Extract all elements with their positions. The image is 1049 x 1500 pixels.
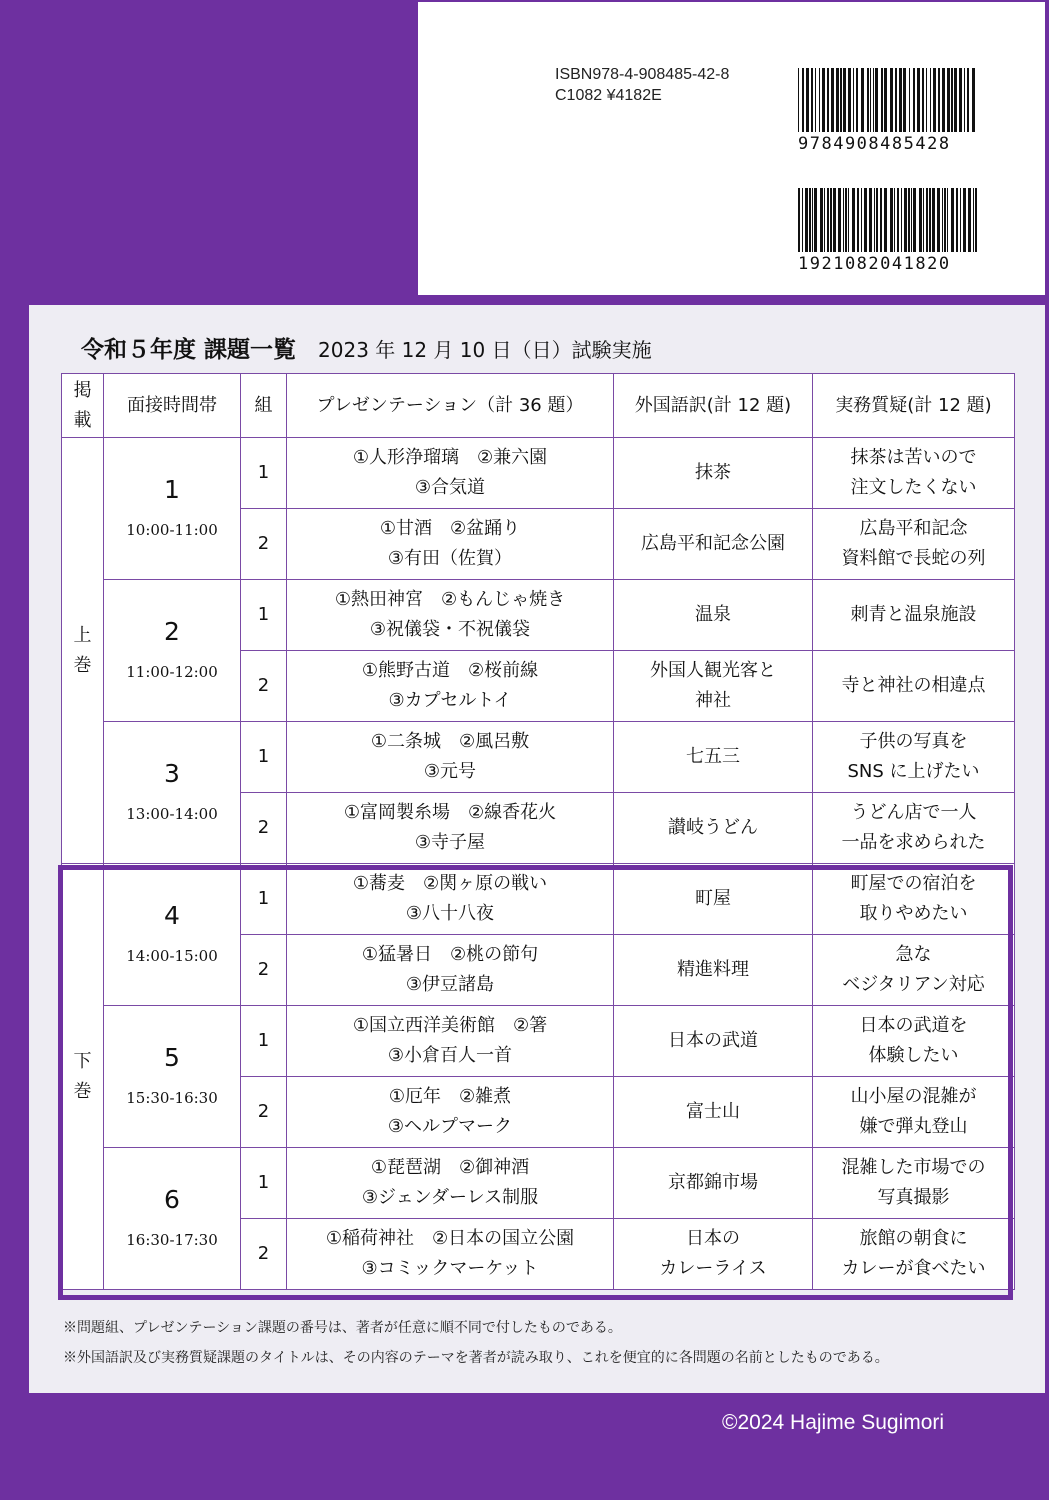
barcode-bar xyxy=(929,188,931,252)
barcode-bar xyxy=(830,188,832,252)
footnote-numbering: ※問題組、プレゼンテーション課題の番号は、著者が任意に順不同で付したものである。 xyxy=(63,1320,622,1336)
barcode-bar xyxy=(798,68,799,132)
barcode-bar xyxy=(890,188,893,252)
price-code: C1082 ¥4182E xyxy=(555,87,662,104)
qa-cell: うどん店で一人 一品を求められた xyxy=(813,793,1015,864)
barcode-bar xyxy=(967,68,969,132)
header-slot: 面接時間帯 xyxy=(104,374,241,438)
page-title xyxy=(81,331,652,364)
presentation-cell: ①二条城 ②風呂敷 ③元号 xyxy=(287,722,614,793)
group-cell: 1 xyxy=(241,722,287,793)
barcode-bar xyxy=(827,68,829,132)
header-qa: 実務質疑(計 12 題) xyxy=(813,374,1015,438)
barcode-bar xyxy=(890,68,893,132)
barcode-bar xyxy=(820,188,823,252)
barcode-bar xyxy=(827,188,829,252)
header-interpretation: 外国語訳(計 12 題) xyxy=(614,374,813,438)
slot-cell: 6 16:30-17:30 xyxy=(104,1148,241,1290)
barcode-bar xyxy=(798,188,800,252)
barcode-bar xyxy=(805,188,808,252)
header-volume: 掲 載 xyxy=(62,374,104,438)
barcode-bar xyxy=(856,68,858,132)
presentation-cell: ①厄年 ②雑煮 ③ヘルプマーク xyxy=(287,1077,614,1148)
barcode-bar xyxy=(870,68,871,132)
qa-cell: 寺と神社の相違点 xyxy=(813,651,1015,722)
title-date: 2023 年 12 月 10 日（日）試験実施 xyxy=(318,338,652,362)
barcode-bar xyxy=(861,188,862,252)
barcode-bar xyxy=(802,68,804,132)
barcode-bar xyxy=(869,188,872,252)
interpretation-cell: 富士山 xyxy=(614,1077,813,1148)
barcode-bar xyxy=(919,188,922,252)
interpretation-cell: 日本の武道 xyxy=(614,1006,813,1077)
barcode-bar xyxy=(956,188,958,252)
schedule-panel xyxy=(29,305,1045,1393)
barcode-bar xyxy=(930,68,931,132)
barcode-bar xyxy=(831,68,834,132)
interpretation-cell: 町屋 xyxy=(614,864,813,935)
barcode-bar xyxy=(904,188,907,252)
barcode-bar xyxy=(972,68,975,132)
qa-cell: 刺青と温泉施設 xyxy=(813,580,1015,651)
barcode-bar xyxy=(857,188,859,252)
barcode-bar xyxy=(848,188,849,252)
group-cell: 1 xyxy=(241,1148,287,1219)
barcode-bar xyxy=(903,68,906,132)
barcode-bar xyxy=(880,188,882,252)
barcode-bar xyxy=(908,188,910,252)
barcode-bar xyxy=(814,188,817,252)
group-cell: 2 xyxy=(241,651,287,722)
barcode-bar xyxy=(838,188,841,252)
slot-cell: 1 10:00-11:00 xyxy=(104,438,241,580)
volume-cell: 下 巻 xyxy=(62,864,104,1290)
barcode-bar xyxy=(845,188,847,252)
presentation-cell: ①熱田神宮 ②もんじゃ焼き ③祝儀袋・不祝儀袋 xyxy=(287,580,614,651)
isbn-number: ISBN978-4-908485-42-8 xyxy=(555,66,730,83)
barcode-bar xyxy=(926,188,928,252)
group-cell: 2 xyxy=(241,1219,287,1290)
table-row xyxy=(62,1006,1015,1077)
barcode-bar xyxy=(942,188,943,252)
barcode-bar xyxy=(873,68,874,132)
barcode-bars xyxy=(798,188,980,252)
group-cell: 1 xyxy=(241,1006,287,1077)
barcode-bar xyxy=(947,188,948,252)
barcode-bar xyxy=(923,188,924,252)
interpretation-cell: 抹茶 xyxy=(614,438,813,509)
group-cell: 2 xyxy=(241,935,287,1006)
qa-cell: 抹茶は苦いので 注文したくない xyxy=(813,438,1015,509)
group-cell: 2 xyxy=(241,509,287,580)
barcode-bar xyxy=(867,68,869,132)
presentation-cell: ①甘酒 ②盆踊り ③有田（佐賀） xyxy=(287,509,614,580)
presentation-cell: ①琵琶湖 ②御神酒 ③ジェンダーレス制服 xyxy=(287,1148,614,1219)
barcode-bar xyxy=(911,188,912,252)
barcode-bar xyxy=(937,188,940,252)
qa-cell: 山小屋の混雑が 嫌で弾丸登山 xyxy=(813,1077,1015,1148)
price-barcode xyxy=(798,188,980,274)
group-cell: 1 xyxy=(241,864,287,935)
barcode-bar xyxy=(926,68,927,132)
isbn-barcode-area xyxy=(418,2,1045,295)
barcode-bar xyxy=(917,68,920,132)
group-cell: 1 xyxy=(241,438,287,509)
barcode-bar xyxy=(840,68,842,132)
title-main: 令和５年度 課題一覧 xyxy=(81,337,297,363)
barcode-bar xyxy=(864,188,867,252)
presentation-cell: ①熊野古道 ②桜前線 ③カプセルトイ xyxy=(287,651,614,722)
barcode-bar xyxy=(954,68,957,132)
barcode-bar xyxy=(861,68,864,132)
presentation-cell: ①富岡製糸場 ②線香花火 ③寺子屋 xyxy=(287,793,614,864)
barcode-bar xyxy=(874,188,875,252)
qa-cell: 子供の写真を SNS に上げたい xyxy=(813,722,1015,793)
barcode-bar xyxy=(944,188,946,252)
isbn-barcode xyxy=(798,68,980,154)
interpretation-cell: 温泉 xyxy=(614,580,813,651)
barcode-bar xyxy=(951,68,953,132)
slot-cell: 3 13:00-14:00 xyxy=(104,722,241,864)
barcode-bar xyxy=(938,68,940,132)
table-row xyxy=(62,438,1015,509)
barcode-bar xyxy=(942,68,945,132)
barcode-bar xyxy=(811,68,813,132)
barcode-bar xyxy=(802,188,803,252)
interpretation-cell: 外国人観光客と 神社 xyxy=(614,651,813,722)
qa-cell: 混雑した市場での 写真撮影 xyxy=(813,1148,1015,1219)
barcode-number: 9784908485428 xyxy=(798,134,951,154)
isbn-text xyxy=(555,64,729,106)
table-row xyxy=(62,1148,1015,1219)
barcode-bar xyxy=(951,188,954,252)
copyright-text: ©2024 Hajime Sugimori xyxy=(722,1411,945,1434)
barcode-bar xyxy=(963,188,966,252)
barcode-bar xyxy=(884,188,887,252)
barcode-bar xyxy=(932,188,935,252)
barcode-bar xyxy=(843,68,846,132)
barcode-bar xyxy=(833,188,836,252)
barcode-bar xyxy=(959,68,962,132)
barcode-bar xyxy=(968,188,971,252)
qa-cell: 町屋での宿泊を 取りやめたい xyxy=(813,864,1015,935)
schedule-table xyxy=(61,373,1015,1290)
table-row xyxy=(62,722,1015,793)
barcode-bar xyxy=(913,68,915,132)
barcode-bar xyxy=(881,68,883,132)
barcode-bar xyxy=(894,188,895,252)
table-row xyxy=(62,864,1015,935)
slot-cell: 4 14:00-15:00 xyxy=(104,864,241,1006)
header-presentation: プレゼンテーション（計 36 題） xyxy=(287,374,614,438)
table-row xyxy=(62,580,1015,651)
qa-cell: 旅館の朝食に カレーが食べたい xyxy=(813,1219,1015,1290)
barcode-bar xyxy=(909,68,910,132)
barcode-bar xyxy=(973,188,974,252)
barcode-bar xyxy=(922,68,924,132)
group-cell: 2 xyxy=(241,793,287,864)
barcode-bar xyxy=(824,188,825,252)
interpretation-cell: 讃岐うどん xyxy=(614,793,813,864)
group-cell: 2 xyxy=(241,1077,287,1148)
barcode-bar xyxy=(836,68,839,132)
barcode-bar xyxy=(812,188,813,252)
qa-cell: 急な ベジタリアン対応 xyxy=(813,935,1015,1006)
presentation-cell: ①稲荷神社 ②日本の国立公園 ③コミックマーケット xyxy=(287,1219,614,1290)
barcode-bar xyxy=(899,68,902,132)
barcode-bar xyxy=(875,68,878,132)
slot-cell: 2 11:00-12:00 xyxy=(104,580,241,722)
slot-cell: 5 15:30-16:30 xyxy=(104,1006,241,1148)
presentation-cell: ①蕎麦 ②関ヶ原の戦い ③八十八夜 xyxy=(287,864,614,935)
barcode-bar xyxy=(913,188,916,252)
interpretation-cell: 京都錦市場 xyxy=(614,1148,813,1219)
barcode-bar xyxy=(819,68,820,132)
barcode-bar xyxy=(822,68,825,132)
header-group: 組 xyxy=(241,374,287,438)
barcode-bar xyxy=(848,68,851,132)
barcode-bar xyxy=(809,188,811,252)
barcode-bar xyxy=(975,188,977,252)
presentation-cell: ①猛暑日 ②桃の節句 ③伊豆諸島 xyxy=(287,935,614,1006)
barcode-bar xyxy=(895,68,897,132)
barcode-number: 1921082041820 xyxy=(798,254,951,274)
barcode-bar xyxy=(815,68,816,132)
barcode-bars xyxy=(798,68,980,132)
volume-cell: 上 巻 xyxy=(62,438,104,864)
presentation-cell: ①人形浄瑠璃 ②兼六園 ③合気道 xyxy=(287,438,614,509)
barcode-bar xyxy=(806,68,809,132)
barcode-bar xyxy=(843,188,844,252)
footnote-titles: ※外国語訳及び実務質疑課題のタイトルは、その内容のテーマを著者が読み取り、これを便宜的に各問題の名前としたものである。 xyxy=(63,1350,889,1366)
presentation-cell: ①国立西洋美術館 ②箸 ③小倉百人一首 xyxy=(287,1006,614,1077)
qa-cell: 広島平和記念 資料館で長蛇の列 xyxy=(813,509,1015,580)
barcode-bar xyxy=(876,188,878,252)
barcode-bar xyxy=(947,68,950,132)
barcode-bar xyxy=(853,68,854,132)
interpretation-cell: 広島平和記念公園 xyxy=(614,509,813,580)
interpretation-cell: 七五三 xyxy=(614,722,813,793)
barcode-bar xyxy=(933,68,936,132)
qa-cell: 日本の武道を 体験したい xyxy=(813,1006,1015,1077)
barcode-bar xyxy=(960,188,961,252)
barcode-bar xyxy=(901,188,902,252)
barcode-bar xyxy=(852,188,855,252)
barcode-bar xyxy=(964,68,965,132)
barcode-bar xyxy=(897,188,899,252)
interpretation-cell: 日本の カレーライス xyxy=(614,1219,813,1290)
barcode-bar xyxy=(884,68,887,132)
group-cell: 1 xyxy=(241,580,287,651)
interpretation-cell: 精進料理 xyxy=(614,935,813,1006)
